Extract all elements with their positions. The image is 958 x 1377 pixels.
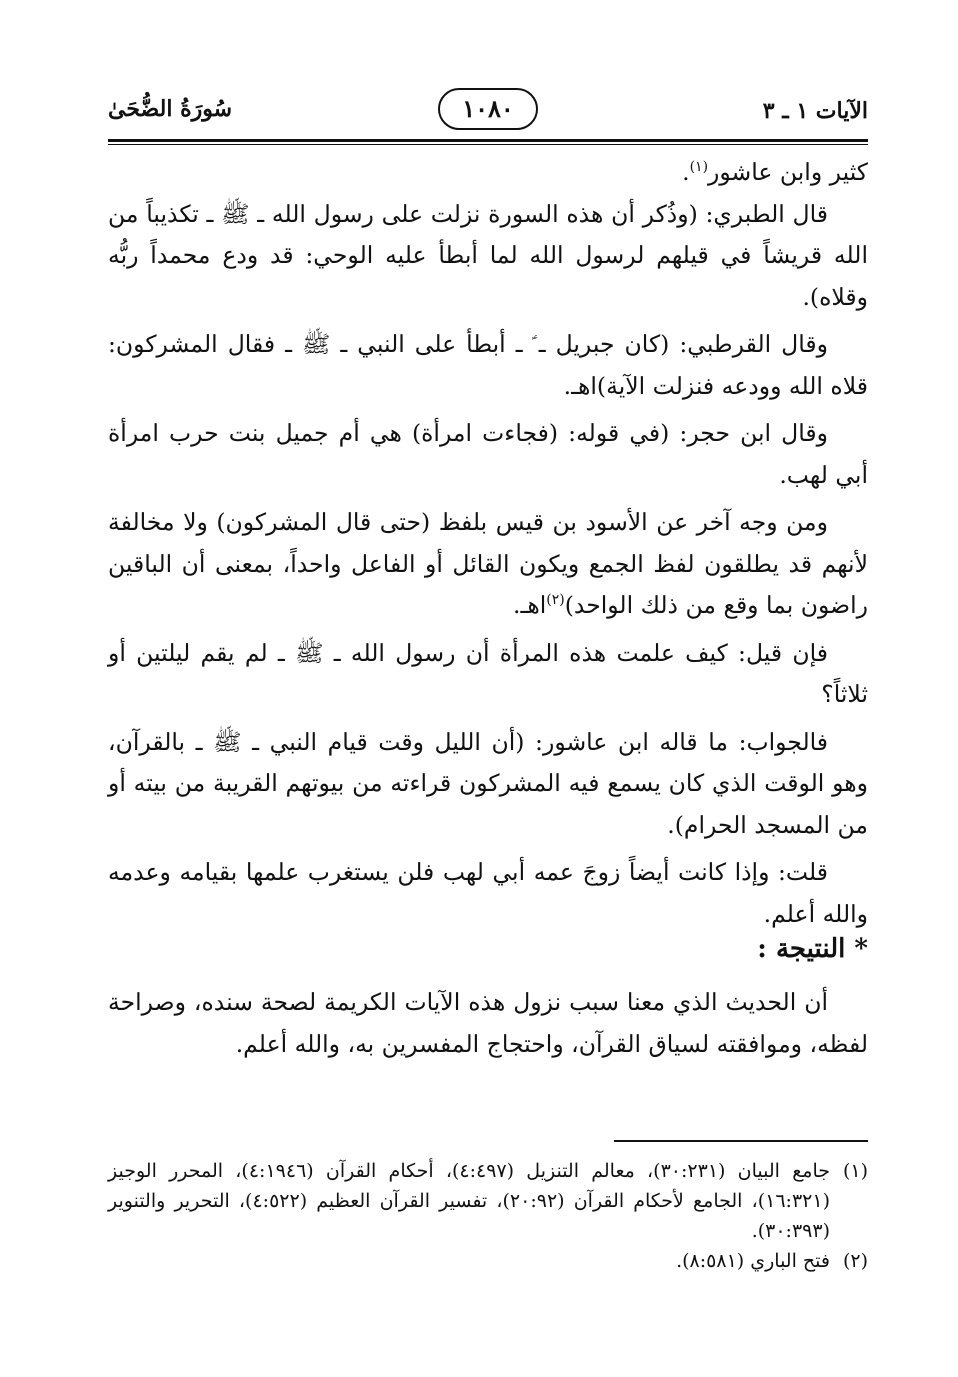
page-number: ١٠٨٠ bbox=[438, 88, 538, 130]
footnote-mark: (٢) bbox=[842, 1250, 868, 1272]
paragraph: فالجواب: ما قاله ابن عاشور: (أن الليل وقت قيام النبي ـ ﷺ ـ بالقرآن، وهو الوقت الذي كان يسمع فيه المشركون قراءته من بيوتهم القريبة من بيته أو من المسجد الحرام). bbox=[108, 727, 868, 839]
paragraph: كثير وابن عاشور$^{(١)}$. bbox=[682, 158, 868, 186]
footnote-text: فتح الباري (٨:٥٨١). bbox=[676, 1250, 830, 1272]
paragraph: فإن قيل: كيف علمت هذه المرأة أن رسول الله ـ ﷺ ـ لم يقم ليلتين أو ثلاثاً؟ bbox=[108, 638, 868, 708]
footnote-separator bbox=[614, 1140, 868, 1142]
paragraph: ومن وجه آخر عن الأسود بن قيس بلفظ (حتى قال المشركون) ولا مخالفة لأنهم قد يطلقون لفظ الجمع ويكون القائل أو الفاعل واحداً، بمعنى أن الباقين راضون بما وقع من ذلك الواحد)$^{(٢)}$اهـ. bbox=[108, 508, 868, 619]
footnote bbox=[108, 1246, 868, 1276]
main-text bbox=[108, 152, 868, 941]
header-rule-thin bbox=[108, 144, 868, 145]
paragraph: قلت: وإذا كانت أيضاً زوجَ عمه أبي لهب فلن يستغرب علمها بقيامه وعدمه والله أعلم. bbox=[108, 858, 868, 928]
paragraph: قال الطبري: (وذُكر أن هذه السورة نزلت على رسول الله ـ ﷺ ـ تكذيباً من الله قريشاً في قيلهم لرسول الله لما أبطأ عليه الوحي: قد ودع محمداً ربُّه وقلاه). bbox=[108, 199, 868, 311]
surah-title: سُورَةُ الضُّحَىٰ bbox=[108, 96, 233, 122]
header-rule bbox=[108, 139, 868, 142]
footnote-ref: (٢) bbox=[546, 592, 565, 609]
footnote-text: جامع البيان (٣٠:٢٣١)، معالم التنزيل (٤:٤٩٧)، أحكام القرآن (٤:١٩٤٦)، المحرر الوجيز (١٦:٣٢١)، الجامع لأحكام القرآن (٢٠:٩٢)، تفسير القرآن العظيم (٤:٥٢٢)، التحرير والتنوير (٣٠:٣٩٣). bbox=[108, 1160, 831, 1242]
paragraph: أن الحديث الذي معنا سبب نزول هذه الآيات الكريمة لصحة سنده، وصراحة لفظه، وموافقته لسياق القرآن، واحتجاج المفسرين به، والله أعلم. bbox=[108, 988, 868, 1058]
footnote-ref: (١) bbox=[689, 159, 709, 176]
paragraph: وقال ابن حجر: (في قوله: (فجاءت امرأة) هي أم جميل بنت حرب امرأة أبي لهب. bbox=[108, 419, 868, 489]
footnote bbox=[108, 1156, 868, 1246]
footnote-mark: (١) bbox=[842, 1160, 868, 1182]
page-header bbox=[108, 86, 868, 142]
section-heading: * النتيجة : bbox=[757, 934, 868, 964]
verses-range: الآيات ١ ـ ٣ bbox=[762, 98, 868, 124]
paragraph: وقال القرطبي: (كان جبريل ـ ؑ ـ أبطأ على النبي ـ ﷺ ـ فقال المشركون: قلاه الله وودعه فنزلت الآية)اهـ. bbox=[108, 330, 868, 400]
footnotes bbox=[108, 1156, 868, 1276]
result-text bbox=[108, 982, 868, 1065]
